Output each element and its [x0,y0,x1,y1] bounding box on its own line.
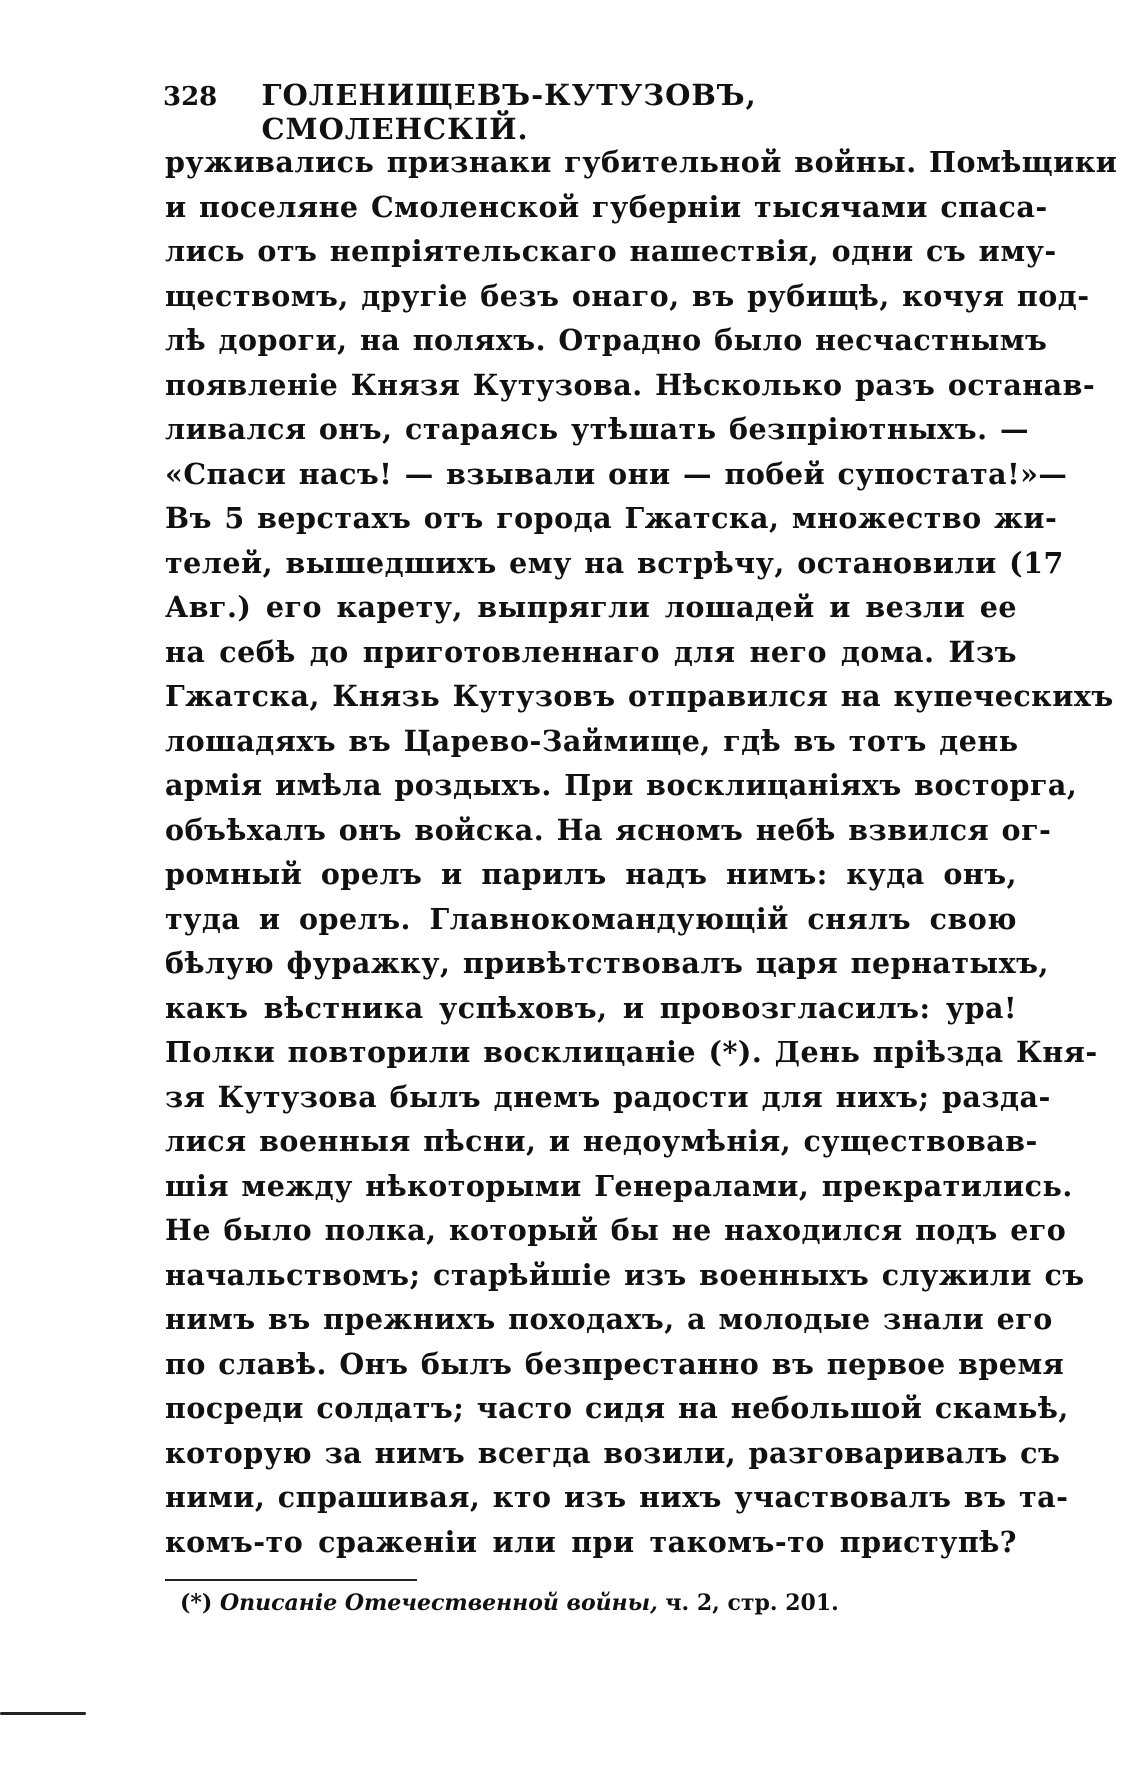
text-line: Авг.) его карету, выпрягли лошадей и везли ее [165,590,1017,624]
text-line: комъ-то сраженіи или при такомъ-то приступѣ? [165,1524,1017,1559]
text-line: армія имѣла роздыхъ. При восклицаніяхъ восторга, [165,768,1078,802]
text-line: шія между нѣкоторыми Генералами, прекратились. [165,1168,1073,1203]
footnote-marker: (*) [180,1590,213,1616]
text-line: Въ 5 верстахъ отъ города Гжатска, множество жи- [165,501,1058,535]
text-line: ливался онъ, стараясь утѣшать безпріютныхъ. — [165,412,1029,446]
text-line: ними, спрашивая, кто изъ нихъ участвовалъ въ та- [165,1480,1069,1514]
text-line: начальствомъ; старѣйшіе изъ военныхъ служили съ [165,1257,1085,1292]
text-line: на себѣ до приготовленнаго для него дома. Изъ [165,634,1017,669]
text-line: лися военныя пѣсни, и недоумѣнія, существовав- [165,1124,1038,1158]
text-line: телей, вышедшихъ ему на встрѣчу, остановили (17 [165,545,1064,580]
text-line: Не было полка, который бы не находился подъ его [165,1213,1067,1247]
text-line: лошадяхъ въ Царево-Займище, гдѣ въ тотъ день [165,723,1019,758]
text-line: Полки повторили восклицаніе (*). День пріѣзда Кня- [165,1035,1098,1069]
page-header [163,78,1023,146]
footnote [180,1590,1020,1616]
text-line: нимъ въ прежнихъ походахъ, а молодые знали его [165,1302,1053,1336]
text-line: ромный орелъ и парилъ надъ нимъ: куда онъ, [165,857,1017,891]
text-line: Гжатска, Князь Кутузовъ отправился на купеческихъ [165,679,1114,713]
running-title: ГОЛЕНИЩЕВЪ-КУТУЗОВЪ, СМОЛЕНСКІЙ. [261,78,757,146]
text-line: лѣ дороги, на поляхъ. Отрадно было несчастнымъ [165,323,1048,357]
text-line: по славѣ. Онъ былъ безпрестанно въ первое время [165,1346,1065,1381]
text-line: туда и орелъ. Главнокомандующій снялъ свою [165,901,1017,936]
text-line: ществомъ, другіе безъ онаго, въ рубищѣ, кочуя под- [165,278,1090,313]
text-line: объѣхалъ онъ войска. На ясномъ небѣ взвился ог- [165,812,1052,847]
footnote-source: Описаніе Отечественной войны, [220,1590,658,1616]
text-line: и поселяне Смоленской губерніи тысячами спаса- [165,189,1048,224]
text-line: «Спаси насъ! — взывали они — побей супостата!»— [165,456,1068,491]
text-line: какъ вѣстника успѣховъ, и провозгласилъ: ура! [165,990,1017,1025]
footnote-citation: ч. 2, стр. 201. [665,1590,839,1616]
body-text [165,140,1118,1564]
text-line: руживались признаки губительной войны. Помѣщики [165,145,1118,179]
text-line: зя Кутузова былъ днемъ радости для нихъ; разда- [165,1079,1051,1114]
text-line: появленіе Князя Кутузова. Нѣсколько разъ останав- [165,367,1096,402]
text-line: бѣлую фуражку, привѣтствовалъ царя пернатыхъ, [165,946,1049,980]
margin-mark [0,1712,86,1715]
page-number: 328 [163,82,218,112]
text-line: которую за нимъ всегда возили, разговаривалъ съ [165,1435,1061,1470]
text-line: лись отъ непріятельскаго нашествія, одни съ иму- [165,234,1057,268]
footnote-divider [165,1579,417,1581]
text-line: посреди солдатъ; часто сидя на небольшой скамьѣ, [165,1391,1069,1425]
